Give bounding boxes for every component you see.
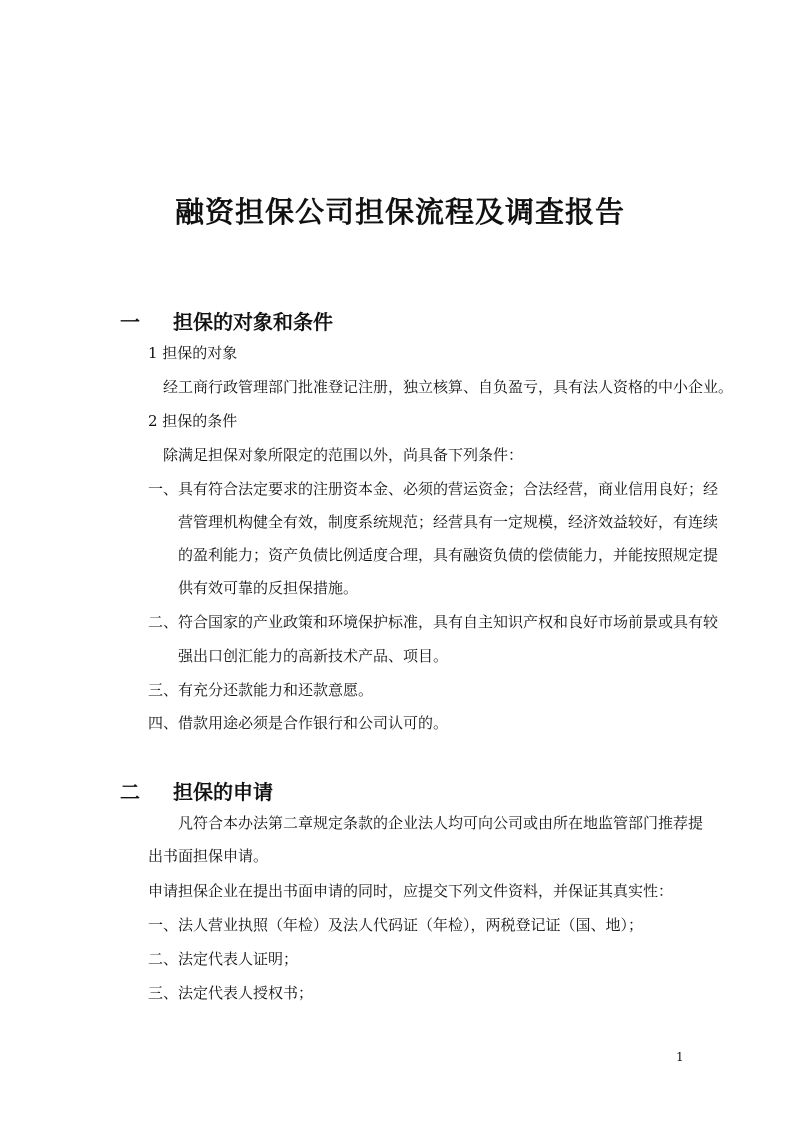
page-number: 1 bbox=[676, 1050, 684, 1064]
section1-sub1-title: 1 担保的对象 bbox=[148, 344, 238, 362]
condition-item-3: 三、有充分还款能力和还款意愿。 bbox=[148, 681, 374, 699]
required-doc-1: 一、法人营业执照（年检）及法人代码证（年检），两税登记证（国、地）； bbox=[148, 916, 644, 934]
document-title: 融资担保公司担保流程及调查报告 bbox=[174, 195, 625, 229]
required-doc-2: 二、法定代表人证明； bbox=[148, 950, 299, 968]
condition-item-1-line-4: 供有效可靠的反担保措施。 bbox=[178, 579, 359, 597]
section2-heading: 担保的申请 bbox=[173, 780, 273, 804]
condition-item-4: 四、借款用途必须是合作银行和公司认可的。 bbox=[148, 714, 449, 732]
required-doc-3: 三、法定代表人授权书； bbox=[148, 984, 314, 1002]
condition-item-1-line-3: 的盈利能力；资产负债比例适度合理，具有融资负债的偿债能力，并能按照规定提 bbox=[178, 546, 719, 564]
section2-para1-line-2: 出书面担保申请。 bbox=[148, 847, 269, 865]
section1-number: 一 bbox=[120, 310, 140, 334]
section1-sub1-text: 经工商行政管理部门批准登记注册，独立核算、自负盈亏，具有法人资格的中小企业。 bbox=[163, 378, 734, 396]
section1-sub2-title: 2 担保的条件 bbox=[148, 412, 238, 430]
section2-number: 二 bbox=[120, 780, 140, 804]
condition-item-1-line-2: 营管理机构健全有效，制度系统规范；经营具有一定规模，经济效益较好，有连续 bbox=[178, 513, 719, 531]
section1-heading: 担保的对象和条件 bbox=[173, 310, 333, 334]
condition-item-2-line-2: 强出口创汇能力的高新技术产品、项目。 bbox=[178, 647, 449, 665]
condition-item-2-line-1: 二、符合国家的产业政策和环境保护标准，具有自主知识产权和良好市场前景或具有较 bbox=[148, 613, 719, 631]
condition-item-1-line-1: 一、具有符合法定要求的注册资本金、必须的营运资金；合法经营，商业信用良好；经 bbox=[148, 480, 719, 498]
section2-para1-line-1: 凡符合本办法第二章规定条款的企业法人均可向公司或由所在地监管部门推荐提 bbox=[178, 814, 704, 832]
section2-para2: 申请担保企业在提出书面申请的同时，应提交下列文件资料，并保证其真实性： bbox=[148, 882, 674, 900]
section1-sub2-intro: 除满足担保对象所限定的范围以外，尚具备下列条件： bbox=[163, 446, 524, 464]
